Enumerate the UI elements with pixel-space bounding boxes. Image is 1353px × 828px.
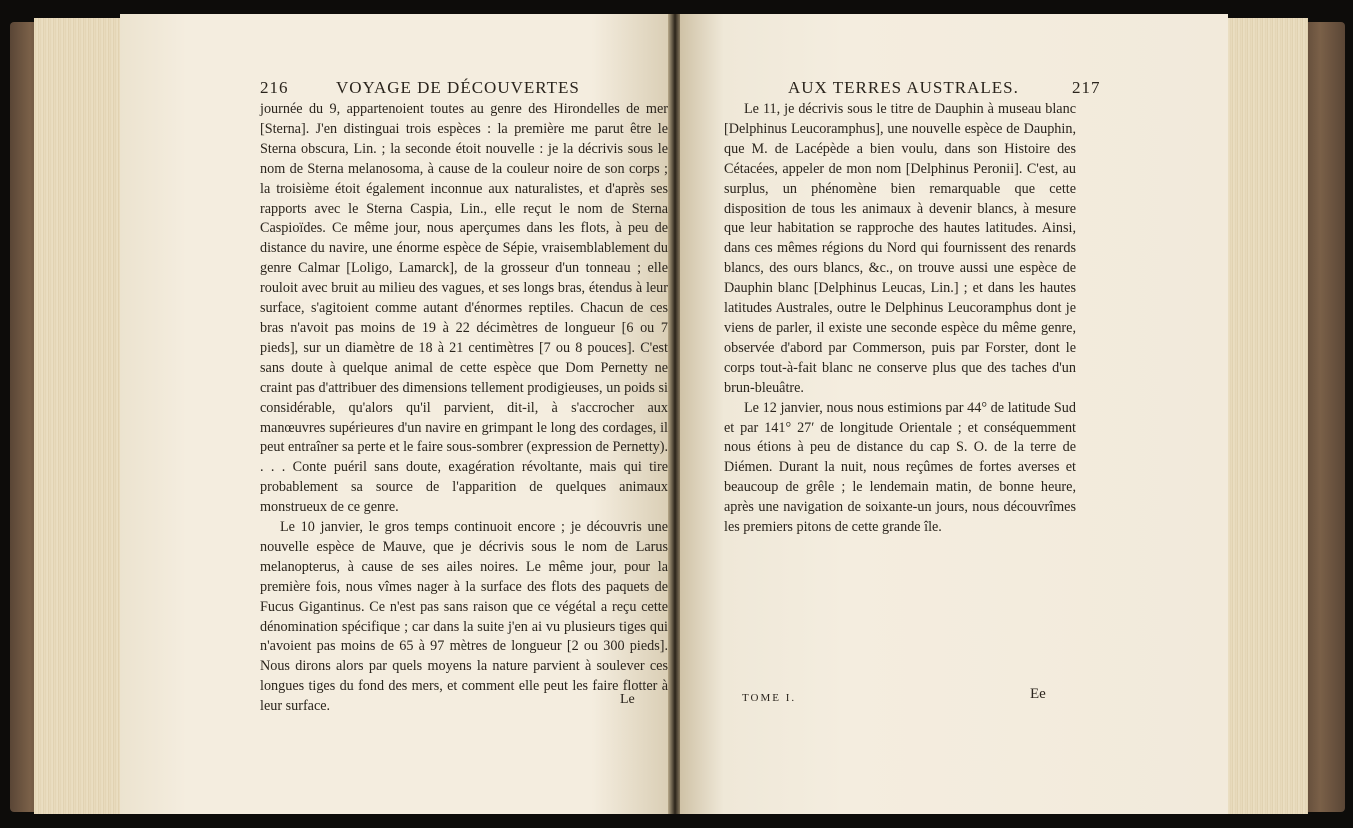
right-paragraph-2: Le 12 janvier, nous nous estimions par 44° de latitude Sud et par 141° 27′ de longitude Orientale ; et conséquemment nous étions à peu de distance du cap S. O. de la terre de Diémen. Durant la nuit, nous reçûmes de fortes averses et beaucoup de grêle ; le lendemain matin, de bonne heure, après une navigation de soixante-un jours, nous découvrîmes les premiers pitons de cette grande île. [724, 399, 1076, 536]
volume-footer: TOME I. [742, 692, 797, 704]
left-page-number: 216 [260, 78, 289, 97]
right-page-number: 217 [1072, 78, 1101, 97]
right-paragraph-1: Le 11, je décrivis sous le titre de Dauphin à museau blanc [Delphinus Leucoramphus], une nouvelle espèce de Dauphin, que M. de Lacépède a bien voulu, dans son Histoire des Cétacées, appeler de mon nom [Delphinus Peronii]. C'est, au surplus, un phénomène bien remarquable que cette disposition de tous les animaux à devenir blancs, à mesure que leur habitation se rapproche des hautes latitudes. Ainsi, dans ces mêmes régions du Nord qui fournissent des renards blancs, des ours blancs, &c., on trouve aussi une espèce de Dauphin blanc [Delphinus Leucas, Lin.] ; et dans les hautes latitudes Australes, outre le Delphinus Leucoramphus dont je viens de parler, il existe une seconde espèce du même genre, observée d'abord par Commerson, puis par Forster, dont le corps tout-à-fait blanc ne conserve plus que des taches d'un brun-bleuâtre. [724, 101, 1076, 396]
signature-mark: Ee [1030, 686, 1046, 702]
left-text-body [260, 100, 668, 717]
left-running-title: VOYAGE DE DÉCOUVERTES [336, 78, 580, 97]
right-running-title: AUX TERRES AUSTRALES. [788, 78, 1019, 97]
right-text-body [724, 100, 1076, 538]
left-page-edges [34, 18, 134, 814]
left-page [120, 14, 675, 814]
left-paragraph-1: journée du 9, appartenoient toutes au genre des Hirondelles de mer [Sterna]. J'en distinguai trois espèces : la première me parut être le Sterna obscura, Lin. ; la seconde étoit nouvelle : je la décrivis sous le nom de Sterna melanosoma, à cause de la couleur noire de son corps ; la troisième étoit également inconnue aux naturalistes, et d'après ses rapports avec le Sterna Caspia, Lin., elle reçut le nom de Sterna Caspioïdes. Ce même jour, nous aperçumes dans les flots, à peu de distance du navire, une énorme espèce de Sépie, vraisemblablement du genre Calmar [Loligo, Lamarck], de la grosseur d'un tonneau ; elle rouloit avec bruit au milieu des vagues, et ses longs bras, étendus à leur surface, s'agitoient comme autant d'énormes reptiles. Chacun de ces bras n'avoit pas moins de 19 à 22 décimètres de longueur [6 ou 7 pieds], sur un diamètre de 18 à 21 centimètres [7 ou 8 pouces]. C'est sans doute à quelque animal de cette espèce que Dom Pernetty ne craint pas d'attribuer des dimensions tellement prodigieuses, un poids si considérable, qu'alors qu'il parvient, dit-il, à s'accrocher aux manœuvres supérieures d'un navire en grimpant le long des cordages, il peut entraîner sa perte et le faire sous-sombrer (expression de Pernetty). . . . Conte puéril sans doute, exagération révoltante, mais qui tire probablement sa source de l'apparition de quelques animaux monstrueux de ce genre. [260, 101, 668, 516]
left-paragraph-2: Le 10 janvier, le gros temps continuoit encore ; je découvris une nouvelle espèce de Mauve, que je décrivis sous le nom de Larus melanopterus, à cause de ses ailes noires. Le même jour, pour la première fois, nous vîmes nager à la surface des flots des paquets de Fucus Gigantinus. Ce n'est pas sans raison que ce végétal a reçu cette dénomination spécifique ; car dans la suite j'en ai vu plusieurs tiges qui n'avoient pas moins de 65 à 97 mètres de longueur [2 ou 300 pieds]. Nous dirons alors par quels moyens la nature parvient à soulever ces longues tiges du fond des mers, et comment elle peut les faire flotter à leur surface. [260, 519, 668, 715]
right-page-edges [1222, 18, 1308, 814]
left-catchword: Le [620, 692, 635, 707]
right-page [680, 14, 1228, 814]
